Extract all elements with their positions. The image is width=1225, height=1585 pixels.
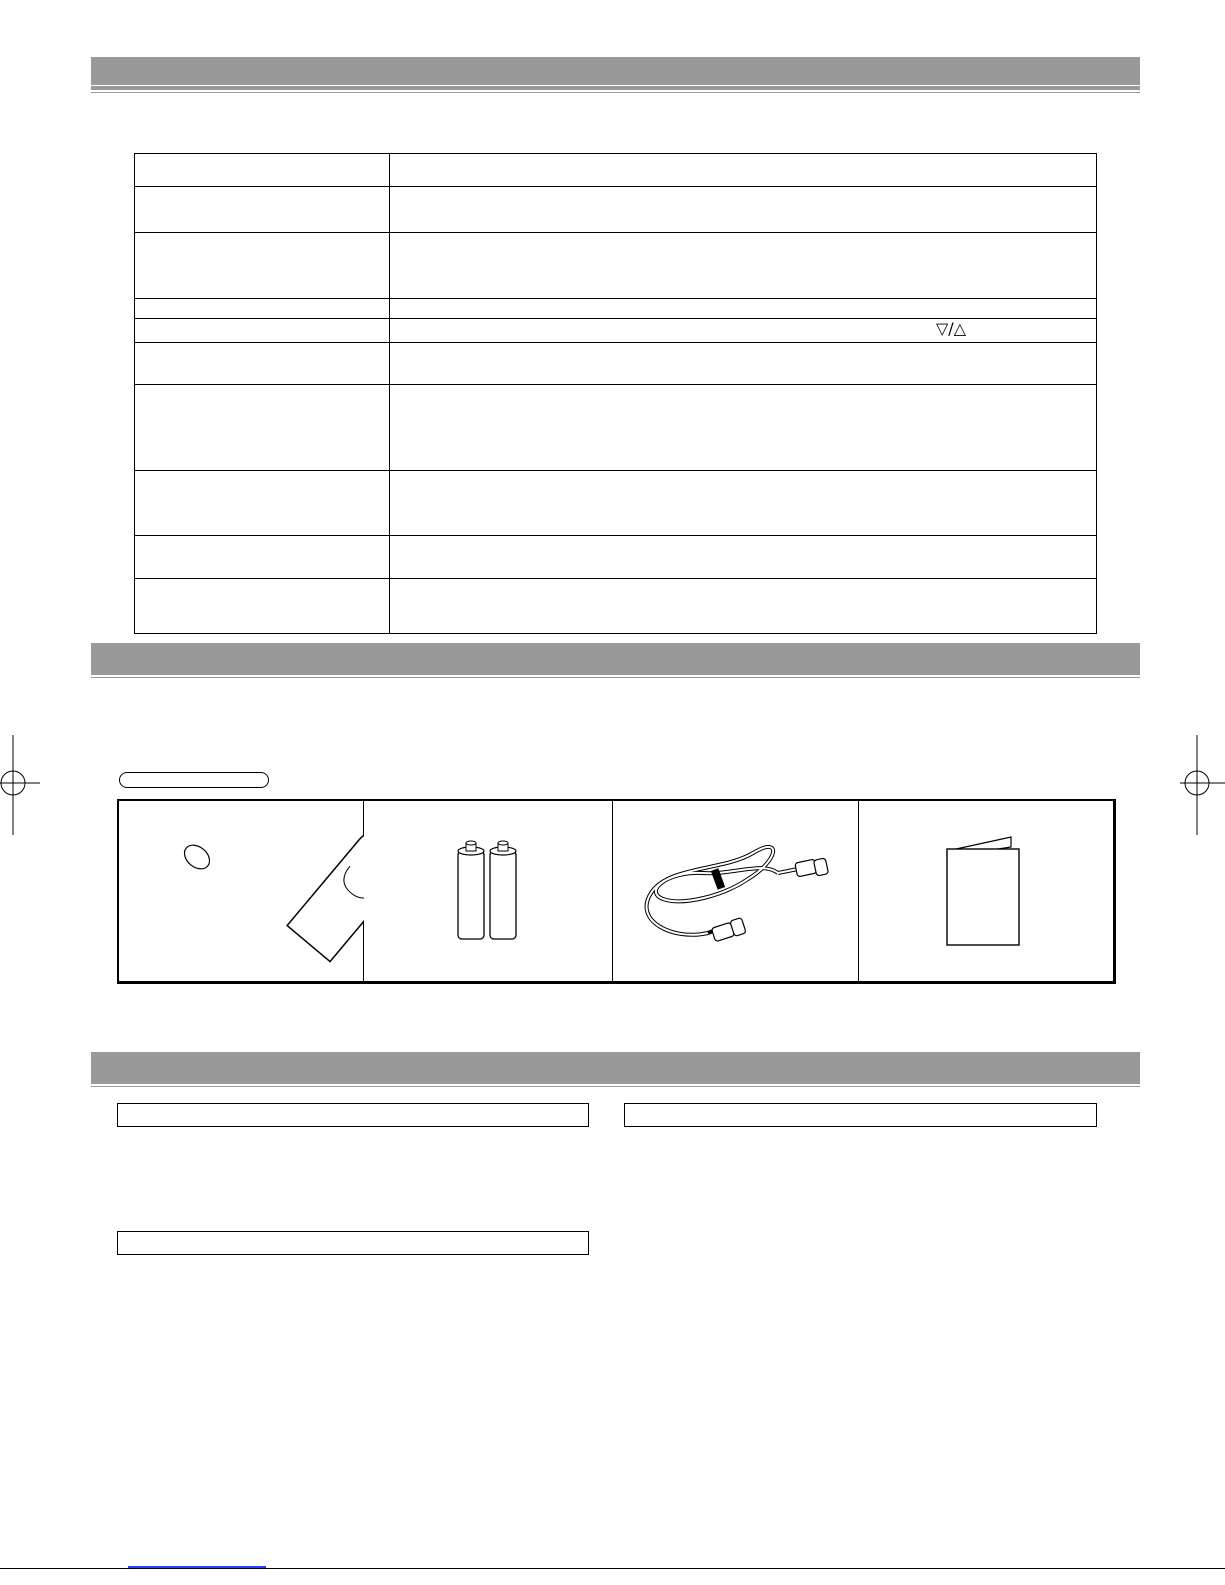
- table-row: [135, 298, 1096, 319]
- down-up-arrows-icon: ▽/△: [936, 319, 966, 338]
- table-row: [135, 535, 1096, 579]
- features-table: [134, 153, 1097, 634]
- page-footer-rule: [0, 1568, 1225, 1569]
- subsection-title-box: [117, 1231, 589, 1255]
- section-divider: [91, 86, 1140, 90]
- accessory-item: [119, 801, 364, 981]
- table-row: [135, 578, 1096, 633]
- crop-mark-icon: [1180, 735, 1225, 835]
- batteries-icon: [364, 801, 613, 981]
- section-divider: [91, 1086, 1140, 1087]
- manual-booklet-icon: [859, 801, 1113, 981]
- section-divider: [91, 92, 1140, 93]
- table-row: [135, 232, 1096, 299]
- subsection-title-box: [117, 1103, 589, 1127]
- table-row: [135, 154, 1096, 187]
- rf-cable-icon: [613, 801, 859, 981]
- table-row: [135, 186, 1096, 233]
- table-row: [135, 470, 1096, 536]
- crop-mark-icon: [0, 735, 40, 835]
- accessories-box: [117, 799, 1116, 984]
- page-footer-accent: [128, 1566, 266, 1568]
- section-divider: [91, 677, 1140, 678]
- accessory-item: [613, 801, 859, 981]
- features-section-header: [91, 57, 1140, 85]
- section-divider: [91, 1080, 1140, 1084]
- accessories-section-header: [91, 643, 1140, 671]
- section-divider: [91, 671, 1140, 675]
- symbols-section-header: [91, 1052, 1140, 1080]
- remote-control-icon: [119, 801, 364, 981]
- supplied-accessories-label: [119, 772, 269, 788]
- accessory-item: [364, 801, 613, 981]
- table-row: [135, 318, 1096, 343]
- table-row: [135, 342, 1096, 385]
- table-row: [135, 384, 1096, 471]
- accessory-item: [859, 801, 1113, 981]
- subsection-title-box: [624, 1103, 1097, 1127]
